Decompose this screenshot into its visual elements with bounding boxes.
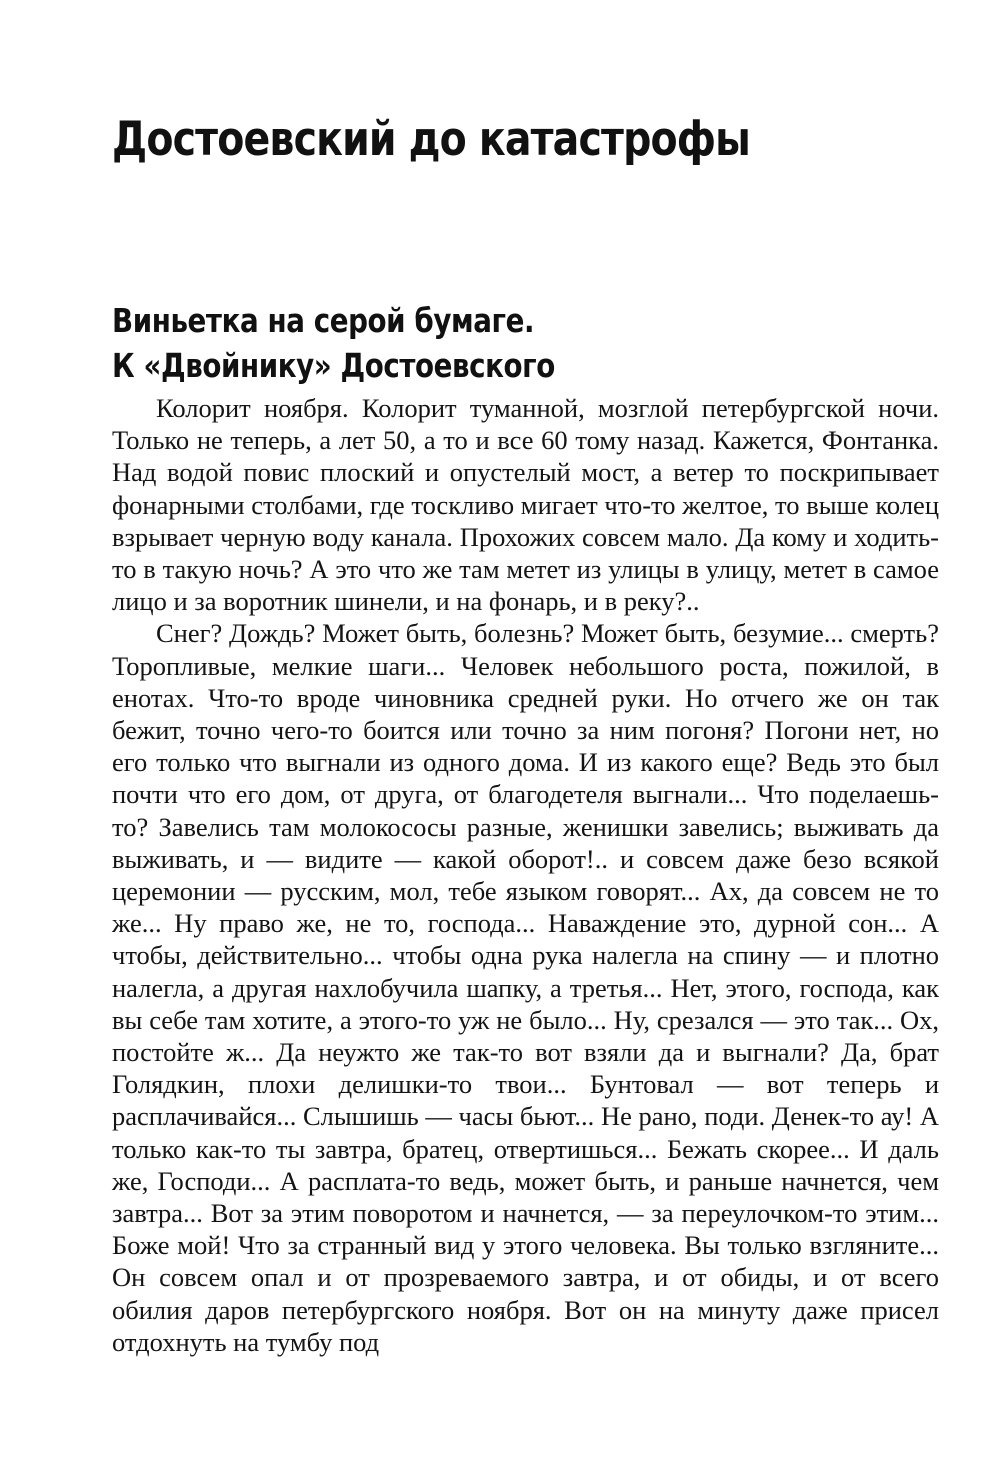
paragraph-1: Колорит ноября. Колорит туманной, мозглой петербургской ночи. Только не теперь, а лет 50, а то и все 60 тому назад. Кажется, Фонтанка. Над водой повис плоский и опустелый мост, а ветер то поскрипывает фонарными столбами, где тоскливо мигает что-то желтое, то выше колец взрывает черную воду канала. Прохожих совсем мало. Да кому и ходить-то в такую ночь? А это что же там метет из улицы в улицу, метет в самое лицо и за воротник шинели, и на фонарь, и в реку?..: [112, 393, 939, 617]
section-title-line-1: Виньетка на серой бумаге.: [112, 301, 535, 340]
chapter-title: Достоевский до катастрофы: [112, 112, 750, 167]
body-text: [112, 392, 939, 1358]
section-title-line-2: К «Двойнику» Достоевского: [112, 346, 555, 385]
section-title: [112, 298, 555, 388]
paragraph-2: Снег? Дождь? Может быть, болезнь? Может быть, безумие... смерть? Торопливые, мелкие шаги... Человек небольшого роста, пожилой, в енотах. Что-то вроде чиновника средней руки. Но отчего же он так бежит, точно чего-то боится или точно за ним погоня? Погони нет, но его только что выгнали из одного дома. И из какого еще? Ведь это был почти что его дом, от друга, от благодетеля выгнали... Что поделаешь-то? Завелись там молокососы разные, женишки завелись; выживать да выживать, и — видите — какой оборот!.. и совсем даже безо всякой церемонии — русским, мол, тебе языком говорят... Ах, да совсем не то же... Ну право же, не то, господа... Наваждение это, дурной сон... А чтобы, действительно... чтобы одна рука налегла на спину — и плотно налегла, а другая нахлобучила шапку, а третья... Нет, этого, господа, как вы себе там хотите, а этого-то уж не было... Ну, срезался — это так... Ох, постойте ж... Да неужто же так-то вот взяли да и выгнали? Да, брат Голядкин, плохи делишки-то твои... Бунтовал — вот теперь и расплачивайся... Слышишь — часы бьют... Не рано, поди. Денек-то ау! А только как-то ты завтра, братец, отвертишься... Бежать скорее... И даль же, Господи... А расплата-то ведь, может быть, и раньше начнется, чем завтра... Вот за этим поворотом и начнется, — за переулочком-то этим... Боже мой! Что за странный вид у этого человека. Вы только взгляните... Он совсем опал и от прозреваемого завтра, и от обиды, и от всего обилия даров петербургского ноября. Вот он на минуту даже присел отдохнуть на тумбу под: [112, 618, 939, 1357]
